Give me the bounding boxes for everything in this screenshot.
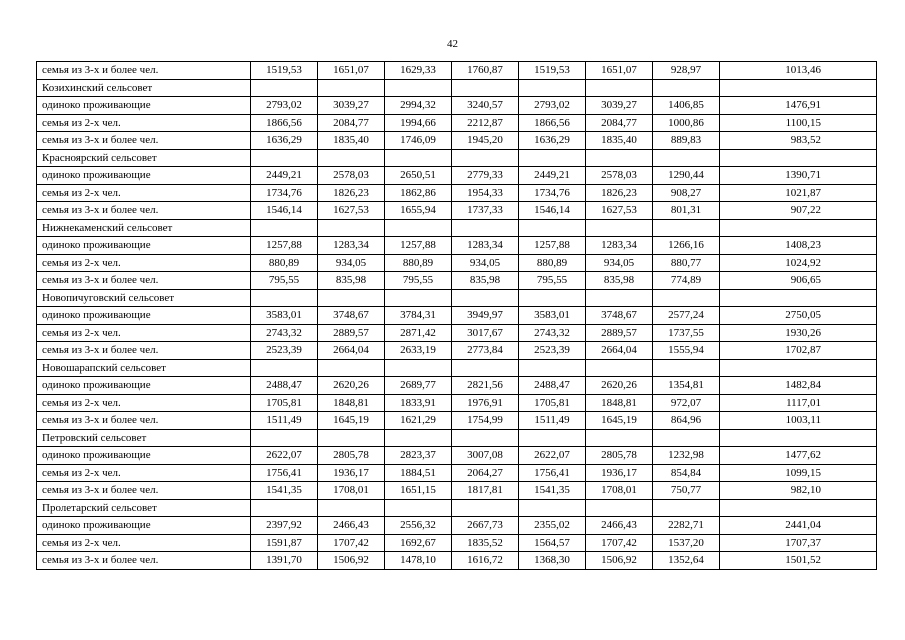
- empty-cell: [586, 149, 653, 167]
- row-label: семья из 2-х чел.: [37, 184, 251, 202]
- value-cell-4: 1954,33: [452, 184, 519, 202]
- empty-cell: [318, 289, 385, 307]
- section-header-row: [37, 359, 877, 377]
- value-cell-5: 2743,32: [519, 324, 586, 342]
- empty-cell: [586, 359, 653, 377]
- value-cell-4: 1616,72: [452, 552, 519, 570]
- empty-cell: [653, 79, 720, 97]
- value-cell-2: 1506,92: [318, 552, 385, 570]
- empty-cell: [519, 499, 586, 517]
- value-cell-2: 934,05: [318, 254, 385, 272]
- value-cell-1: 1391,70: [251, 552, 318, 570]
- value-cell-2: 1936,17: [318, 464, 385, 482]
- value-cell-4: 1737,33: [452, 202, 519, 220]
- section-header-row: [37, 429, 877, 447]
- table-row: [37, 534, 877, 552]
- empty-cell: [452, 499, 519, 517]
- table-row: [37, 342, 877, 360]
- row-label: семья из 2-х чел.: [37, 534, 251, 552]
- value-cell-8: 1117,01: [720, 394, 877, 412]
- value-cell-6: 1506,92: [586, 552, 653, 570]
- value-cell-6: 1283,34: [586, 237, 653, 255]
- value-cell-7: 1000,86: [653, 114, 720, 132]
- empty-cell: [720, 429, 877, 447]
- table-row: [37, 132, 877, 150]
- value-cell-7: 1737,55: [653, 324, 720, 342]
- value-cell-2: 2466,43: [318, 517, 385, 535]
- row-label: семья из 3-х и более чел.: [37, 272, 251, 290]
- table-row: [37, 62, 877, 80]
- value-cell-5: 1519,53: [519, 62, 586, 80]
- value-cell-3: 2689,77: [385, 377, 452, 395]
- empty-cell: [519, 359, 586, 377]
- empty-cell: [586, 499, 653, 517]
- table-row: [37, 552, 877, 570]
- value-cell-4: 1817,81: [452, 482, 519, 500]
- value-cell-2: 2620,26: [318, 377, 385, 395]
- value-cell-3: 795,55: [385, 272, 452, 290]
- value-cell-3: 1884,51: [385, 464, 452, 482]
- value-cell-5: 3583,01: [519, 307, 586, 325]
- value-cell-6: 2805,78: [586, 447, 653, 465]
- table-row: [37, 412, 877, 430]
- value-cell-1: 1705,81: [251, 394, 318, 412]
- value-cell-8: 1024,92: [720, 254, 877, 272]
- value-cell-2: 2889,57: [318, 324, 385, 342]
- value-cell-4: 1283,34: [452, 237, 519, 255]
- value-cell-1: 2622,07: [251, 447, 318, 465]
- section-label: Красноярский сельсовет: [37, 149, 251, 167]
- value-cell-7: 1406,85: [653, 97, 720, 115]
- value-cell-6: 1826,23: [586, 184, 653, 202]
- value-cell-2: 3039,27: [318, 97, 385, 115]
- page-number: 42: [447, 38, 458, 50]
- value-cell-3: 3784,31: [385, 307, 452, 325]
- empty-cell: [720, 359, 877, 377]
- value-cell-3: 2650,51: [385, 167, 452, 185]
- empty-cell: [385, 149, 452, 167]
- row-label: семья из 3-х и более чел.: [37, 412, 251, 430]
- empty-cell: [452, 429, 519, 447]
- empty-cell: [251, 429, 318, 447]
- value-cell-3: 1478,10: [385, 552, 452, 570]
- value-cell-5: 1541,35: [519, 482, 586, 500]
- value-cell-2: 835,98: [318, 272, 385, 290]
- value-cell-1: 1541,35: [251, 482, 318, 500]
- empty-cell: [586, 79, 653, 97]
- value-cell-3: 2994,32: [385, 97, 452, 115]
- section-header-row: [37, 79, 877, 97]
- value-cell-5: 1636,29: [519, 132, 586, 150]
- value-cell-8: 907,22: [720, 202, 877, 220]
- value-cell-3: 1621,29: [385, 412, 452, 430]
- value-cell-8: 1099,15: [720, 464, 877, 482]
- value-cell-5: 2793,02: [519, 97, 586, 115]
- table-row: [37, 447, 877, 465]
- empty-cell: [385, 289, 452, 307]
- section-label: Новопичуговский сельсовет: [37, 289, 251, 307]
- section-label: Новошарапский сельсовет: [37, 359, 251, 377]
- value-cell-6: 1936,17: [586, 464, 653, 482]
- value-cell-6: 3748,67: [586, 307, 653, 325]
- section-label: Козихинский сельсовет: [37, 79, 251, 97]
- value-cell-5: 795,55: [519, 272, 586, 290]
- value-cell-7: 1232,98: [653, 447, 720, 465]
- value-cell-8: 1702,87: [720, 342, 877, 360]
- value-cell-5: 2622,07: [519, 447, 586, 465]
- value-cell-4: 1976,91: [452, 394, 519, 412]
- value-cell-3: 1629,33: [385, 62, 452, 80]
- table-row: [37, 517, 877, 535]
- section-label: Нижнекаменский сельсовет: [37, 219, 251, 237]
- tariff-table: [36, 61, 877, 570]
- value-cell-3: 1655,94: [385, 202, 452, 220]
- value-cell-2: 1651,07: [318, 62, 385, 80]
- value-cell-8: 982,10: [720, 482, 877, 500]
- table-row: [37, 254, 877, 272]
- value-cell-2: 1835,40: [318, 132, 385, 150]
- empty-cell: [251, 359, 318, 377]
- value-cell-8: 1003,11: [720, 412, 877, 430]
- value-cell-5: 1756,41: [519, 464, 586, 482]
- value-cell-3: 2871,42: [385, 324, 452, 342]
- value-cell-6: 1707,42: [586, 534, 653, 552]
- row-label: одиноко проживающие: [37, 517, 251, 535]
- value-cell-2: 2805,78: [318, 447, 385, 465]
- row-label: семья из 2-х чел.: [37, 464, 251, 482]
- empty-cell: [318, 429, 385, 447]
- row-label: семья из 3-х и более чел.: [37, 202, 251, 220]
- value-cell-5: 1564,57: [519, 534, 586, 552]
- value-cell-7: 1555,94: [653, 342, 720, 360]
- value-cell-5: 880,89: [519, 254, 586, 272]
- value-cell-2: 3748,67: [318, 307, 385, 325]
- value-cell-3: 1994,66: [385, 114, 452, 132]
- empty-cell: [720, 289, 877, 307]
- empty-cell: [251, 149, 318, 167]
- value-cell-7: 1537,20: [653, 534, 720, 552]
- value-cell-7: 1352,64: [653, 552, 720, 570]
- value-cell-8: 1021,87: [720, 184, 877, 202]
- empty-cell: [452, 289, 519, 307]
- section-header-row: [37, 149, 877, 167]
- table-row: [37, 114, 877, 132]
- empty-cell: [452, 219, 519, 237]
- value-cell-2: 1848,81: [318, 394, 385, 412]
- value-cell-6: 1627,53: [586, 202, 653, 220]
- empty-cell: [653, 359, 720, 377]
- value-cell-8: 1476,91: [720, 97, 877, 115]
- value-cell-8: 1408,23: [720, 237, 877, 255]
- empty-cell: [318, 219, 385, 237]
- empty-cell: [519, 79, 586, 97]
- row-label: семья из 3-х и более чел.: [37, 552, 251, 570]
- value-cell-5: 1511,49: [519, 412, 586, 430]
- table-row: [37, 464, 877, 482]
- value-cell-8: 1707,37: [720, 534, 877, 552]
- value-cell-3: 880,89: [385, 254, 452, 272]
- value-cell-7: 972,07: [653, 394, 720, 412]
- value-cell-7: 889,83: [653, 132, 720, 150]
- row-label: семья из 2-х чел.: [37, 254, 251, 272]
- empty-cell: [452, 149, 519, 167]
- value-cell-6: 3039,27: [586, 97, 653, 115]
- row-label: семья из 3-х и более чел.: [37, 342, 251, 360]
- empty-cell: [251, 499, 318, 517]
- empty-cell: [720, 149, 877, 167]
- value-cell-6: 2889,57: [586, 324, 653, 342]
- row-label: одиноко проживающие: [37, 237, 251, 255]
- empty-cell: [586, 219, 653, 237]
- value-cell-6: 2084,77: [586, 114, 653, 132]
- row-label: семья из 3-х и более чел.: [37, 132, 251, 150]
- table-row: [37, 307, 877, 325]
- value-cell-4: 1945,20: [452, 132, 519, 150]
- value-cell-7: 801,31: [653, 202, 720, 220]
- row-label: семья из 3-х и более чел.: [37, 62, 251, 80]
- value-cell-8: 983,52: [720, 132, 877, 150]
- value-cell-7: 864,96: [653, 412, 720, 430]
- value-cell-1: 2793,02: [251, 97, 318, 115]
- empty-cell: [385, 79, 452, 97]
- value-cell-4: 3017,67: [452, 324, 519, 342]
- empty-cell: [586, 429, 653, 447]
- row-label: семья из 2-х чел.: [37, 394, 251, 412]
- value-cell-5: 2488,47: [519, 377, 586, 395]
- value-cell-1: 1591,87: [251, 534, 318, 552]
- value-cell-4: 835,98: [452, 272, 519, 290]
- value-cell-7: 1266,16: [653, 237, 720, 255]
- row-label: одиноко проживающие: [37, 97, 251, 115]
- value-cell-5: 1368,30: [519, 552, 586, 570]
- value-cell-4: 2773,84: [452, 342, 519, 360]
- row-label: семья из 3-х и более чел.: [37, 482, 251, 500]
- value-cell-4: 1754,99: [452, 412, 519, 430]
- table-row: [37, 482, 877, 500]
- value-cell-5: 2355,02: [519, 517, 586, 535]
- table-row: [37, 202, 877, 220]
- value-cell-7: 908,27: [653, 184, 720, 202]
- value-cell-6: 1645,19: [586, 412, 653, 430]
- value-cell-1: 1546,14: [251, 202, 318, 220]
- value-cell-5: 2449,21: [519, 167, 586, 185]
- value-cell-7: 854,84: [653, 464, 720, 482]
- value-cell-1: 2743,32: [251, 324, 318, 342]
- value-cell-6: 2578,03: [586, 167, 653, 185]
- value-cell-3: 2556,32: [385, 517, 452, 535]
- value-cell-2: 2578,03: [318, 167, 385, 185]
- value-cell-6: 2466,43: [586, 517, 653, 535]
- table-row: [37, 237, 877, 255]
- value-cell-1: 2523,39: [251, 342, 318, 360]
- section-label: Петровский сельсовет: [37, 429, 251, 447]
- empty-cell: [251, 219, 318, 237]
- empty-cell: [720, 499, 877, 517]
- empty-cell: [519, 149, 586, 167]
- empty-cell: [519, 429, 586, 447]
- value-cell-1: 795,55: [251, 272, 318, 290]
- value-cell-2: 1826,23: [318, 184, 385, 202]
- empty-cell: [452, 359, 519, 377]
- section-label: Пролетарский сельсовет: [37, 499, 251, 517]
- value-cell-5: 1257,88: [519, 237, 586, 255]
- empty-cell: [318, 499, 385, 517]
- empty-cell: [720, 79, 877, 97]
- value-cell-3: 2633,19: [385, 342, 452, 360]
- value-cell-4: 2667,73: [452, 517, 519, 535]
- value-cell-8: 1482,84: [720, 377, 877, 395]
- value-cell-8: 1501,52: [720, 552, 877, 570]
- empty-cell: [720, 219, 877, 237]
- empty-cell: [318, 79, 385, 97]
- value-cell-7: 880,77: [653, 254, 720, 272]
- value-cell-8: 1930,26: [720, 324, 877, 342]
- value-cell-6: 1708,01: [586, 482, 653, 500]
- value-cell-4: 2821,56: [452, 377, 519, 395]
- empty-cell: [653, 149, 720, 167]
- empty-cell: [251, 79, 318, 97]
- table-row: [37, 184, 877, 202]
- value-cell-3: 2823,37: [385, 447, 452, 465]
- value-cell-8: 1100,15: [720, 114, 877, 132]
- value-cell-6: 934,05: [586, 254, 653, 272]
- empty-cell: [519, 289, 586, 307]
- value-cell-6: 835,98: [586, 272, 653, 290]
- value-cell-1: 3583,01: [251, 307, 318, 325]
- section-header-row: [37, 219, 877, 237]
- value-cell-6: 1848,81: [586, 394, 653, 412]
- table-row: [37, 167, 877, 185]
- empty-cell: [653, 429, 720, 447]
- value-cell-7: 2282,71: [653, 517, 720, 535]
- empty-cell: [653, 499, 720, 517]
- value-cell-2: 1708,01: [318, 482, 385, 500]
- empty-cell: [385, 219, 452, 237]
- empty-cell: [452, 79, 519, 97]
- value-cell-2: 1645,19: [318, 412, 385, 430]
- value-cell-1: 1866,56: [251, 114, 318, 132]
- empty-cell: [519, 219, 586, 237]
- value-cell-2: 2664,04: [318, 342, 385, 360]
- value-cell-1: 2449,21: [251, 167, 318, 185]
- value-cell-1: 2397,92: [251, 517, 318, 535]
- section-header-row: [37, 289, 877, 307]
- value-cell-8: 2750,05: [720, 307, 877, 325]
- value-cell-6: 2620,26: [586, 377, 653, 395]
- value-cell-4: 3949,97: [452, 307, 519, 325]
- value-cell-8: 2441,04: [720, 517, 877, 535]
- table-body: [37, 62, 877, 570]
- value-cell-3: 1651,15: [385, 482, 452, 500]
- value-cell-4: 2779,33: [452, 167, 519, 185]
- value-cell-4: 3007,08: [452, 447, 519, 465]
- value-cell-4: 934,05: [452, 254, 519, 272]
- value-cell-7: 774,89: [653, 272, 720, 290]
- value-cell-7: 1290,44: [653, 167, 720, 185]
- row-label: одиноко проживающие: [37, 447, 251, 465]
- value-cell-1: 1519,53: [251, 62, 318, 80]
- value-cell-2: 1283,34: [318, 237, 385, 255]
- value-cell-5: 1866,56: [519, 114, 586, 132]
- section-header-row: [37, 499, 877, 517]
- value-cell-3: 1692,67: [385, 534, 452, 552]
- value-cell-1: 1257,88: [251, 237, 318, 255]
- value-cell-5: 2523,39: [519, 342, 586, 360]
- value-cell-4: 3240,57: [452, 97, 519, 115]
- empty-cell: [653, 219, 720, 237]
- row-label: одиноко проживающие: [37, 307, 251, 325]
- empty-cell: [586, 289, 653, 307]
- empty-cell: [318, 149, 385, 167]
- value-cell-4: 1835,52: [452, 534, 519, 552]
- empty-cell: [385, 359, 452, 377]
- value-cell-6: 1651,07: [586, 62, 653, 80]
- value-cell-3: 1862,86: [385, 184, 452, 202]
- value-cell-3: 1746,09: [385, 132, 452, 150]
- table-row: [37, 97, 877, 115]
- value-cell-4: 2212,87: [452, 114, 519, 132]
- value-cell-7: 750,77: [653, 482, 720, 500]
- value-cell-5: 1734,76: [519, 184, 586, 202]
- value-cell-1: 1734,76: [251, 184, 318, 202]
- value-cell-5: 1546,14: [519, 202, 586, 220]
- value-cell-6: 1835,40: [586, 132, 653, 150]
- value-cell-6: 2664,04: [586, 342, 653, 360]
- value-cell-2: 1707,42: [318, 534, 385, 552]
- value-cell-3: 1833,91: [385, 394, 452, 412]
- value-cell-5: 1705,81: [519, 394, 586, 412]
- table-row: [37, 272, 877, 290]
- value-cell-8: 906,65: [720, 272, 877, 290]
- table-row: [37, 377, 877, 395]
- row-label: одиноко проживающие: [37, 167, 251, 185]
- row-label: семья из 2-х чел.: [37, 114, 251, 132]
- empty-cell: [385, 499, 452, 517]
- value-cell-4: 1760,87: [452, 62, 519, 80]
- table-row: [37, 324, 877, 342]
- value-cell-4: 2064,27: [452, 464, 519, 482]
- empty-cell: [653, 289, 720, 307]
- value-cell-1: 1636,29: [251, 132, 318, 150]
- value-cell-1: 2488,47: [251, 377, 318, 395]
- value-cell-8: 1390,71: [720, 167, 877, 185]
- value-cell-7: 928,97: [653, 62, 720, 80]
- value-cell-1: 1511,49: [251, 412, 318, 430]
- value-cell-3: 1257,88: [385, 237, 452, 255]
- row-label: семья из 2-х чел.: [37, 324, 251, 342]
- value-cell-1: 880,89: [251, 254, 318, 272]
- value-cell-2: 1627,53: [318, 202, 385, 220]
- value-cell-1: 1756,41: [251, 464, 318, 482]
- row-label: одиноко проживающие: [37, 377, 251, 395]
- empty-cell: [318, 359, 385, 377]
- value-cell-8: 1013,46: [720, 62, 877, 80]
- value-cell-7: 1354,81: [653, 377, 720, 395]
- value-cell-2: 2084,77: [318, 114, 385, 132]
- empty-cell: [251, 289, 318, 307]
- value-cell-8: 1477,62: [720, 447, 877, 465]
- empty-cell: [385, 429, 452, 447]
- value-cell-7: 2577,24: [653, 307, 720, 325]
- table-row: [37, 394, 877, 412]
